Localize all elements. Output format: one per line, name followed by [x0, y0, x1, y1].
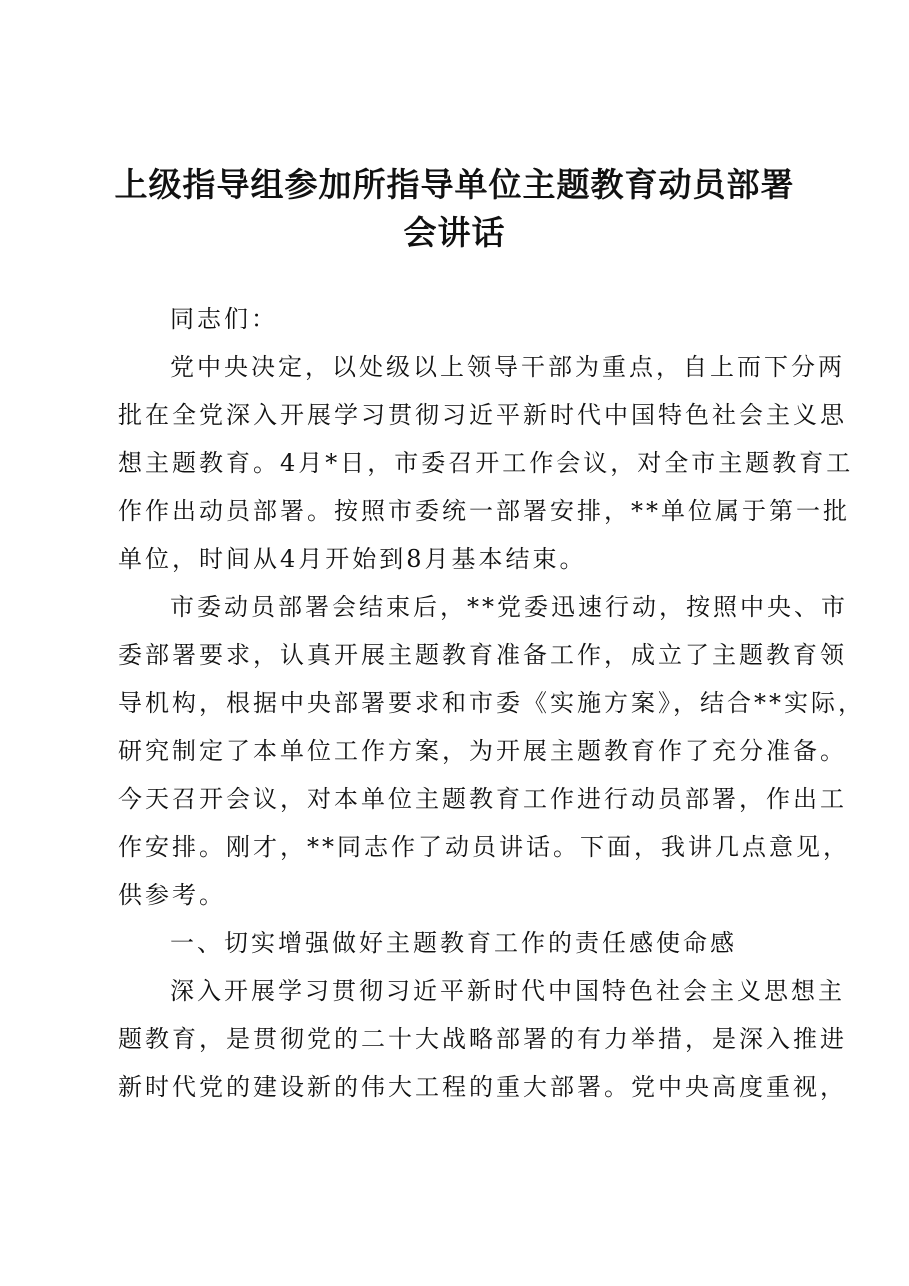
document-title-line-2: 会讲话 — [403, 213, 506, 252]
paragraph-2-line-6: 作安排。刚才，**同志作了动员讲话。下面，我讲几点意见， — [118, 833, 850, 861]
paragraph-2-line-3: 导机构，根据中央部署要求和市委《实施方案》，结合**实际， — [118, 689, 865, 717]
paragraph-2-line-7: 供参考。 — [118, 881, 226, 909]
salutation: 同志们： — [170, 305, 278, 333]
paragraph-1-line-1: 党中央决定，以处级以上领导干部为重点，自上而下分两 — [170, 353, 845, 381]
paragraph-1-line-2: 批在全党深入开展学习贯彻习近平新时代中国特色社会主义思 — [118, 401, 847, 429]
section-heading-1: 一、切实增强做好主题教育工作的责任感使命感 — [170, 929, 737, 957]
paragraph-2-line-2: 委部署要求，认真开展主题教育准备工作，成立了主题教育领 — [118, 641, 847, 669]
paragraph-2-line-1: 市委动员部署会结束后，**党委迅速行动，按照中央、市 — [170, 593, 848, 621]
paragraph-3-line-2: 题教育，是贯彻党的二十大战略部署的有力举措，是深入推进 — [118, 1025, 847, 1053]
document-title-line-1: 上级指导组参加所指导单位主题教育动员部署 — [114, 165, 795, 204]
paragraph-3-line-1: 深入开展学习贯彻习近平新时代中国特色社会主义思想主 — [170, 977, 845, 1005]
paragraph-2-line-5: 今天召开会议，对本单位主题教育工作进行动员部署，作出工 — [118, 785, 847, 813]
paragraph-1-line-5: 单位，时间从4月开始到8月基本结束。 — [118, 545, 587, 573]
paragraph-1-line-3: 想主题教育。4月*日，市委召开工作会议，对全市主题教育工 — [118, 449, 854, 477]
document-body — [118, 295, 865, 1111]
paragraph-2-line-4: 研究制定了本单位工作方案，为开展主题教育作了充分准备。 — [118, 737, 847, 765]
paragraph-1-line-4: 作作出动员部署。按照市委统一部署安排，**单位属于第一批 — [118, 497, 850, 525]
paragraph-3-line-3: 新时代党的建设新的伟大工程的重大部署。党中央高度重视， — [118, 1073, 847, 1101]
